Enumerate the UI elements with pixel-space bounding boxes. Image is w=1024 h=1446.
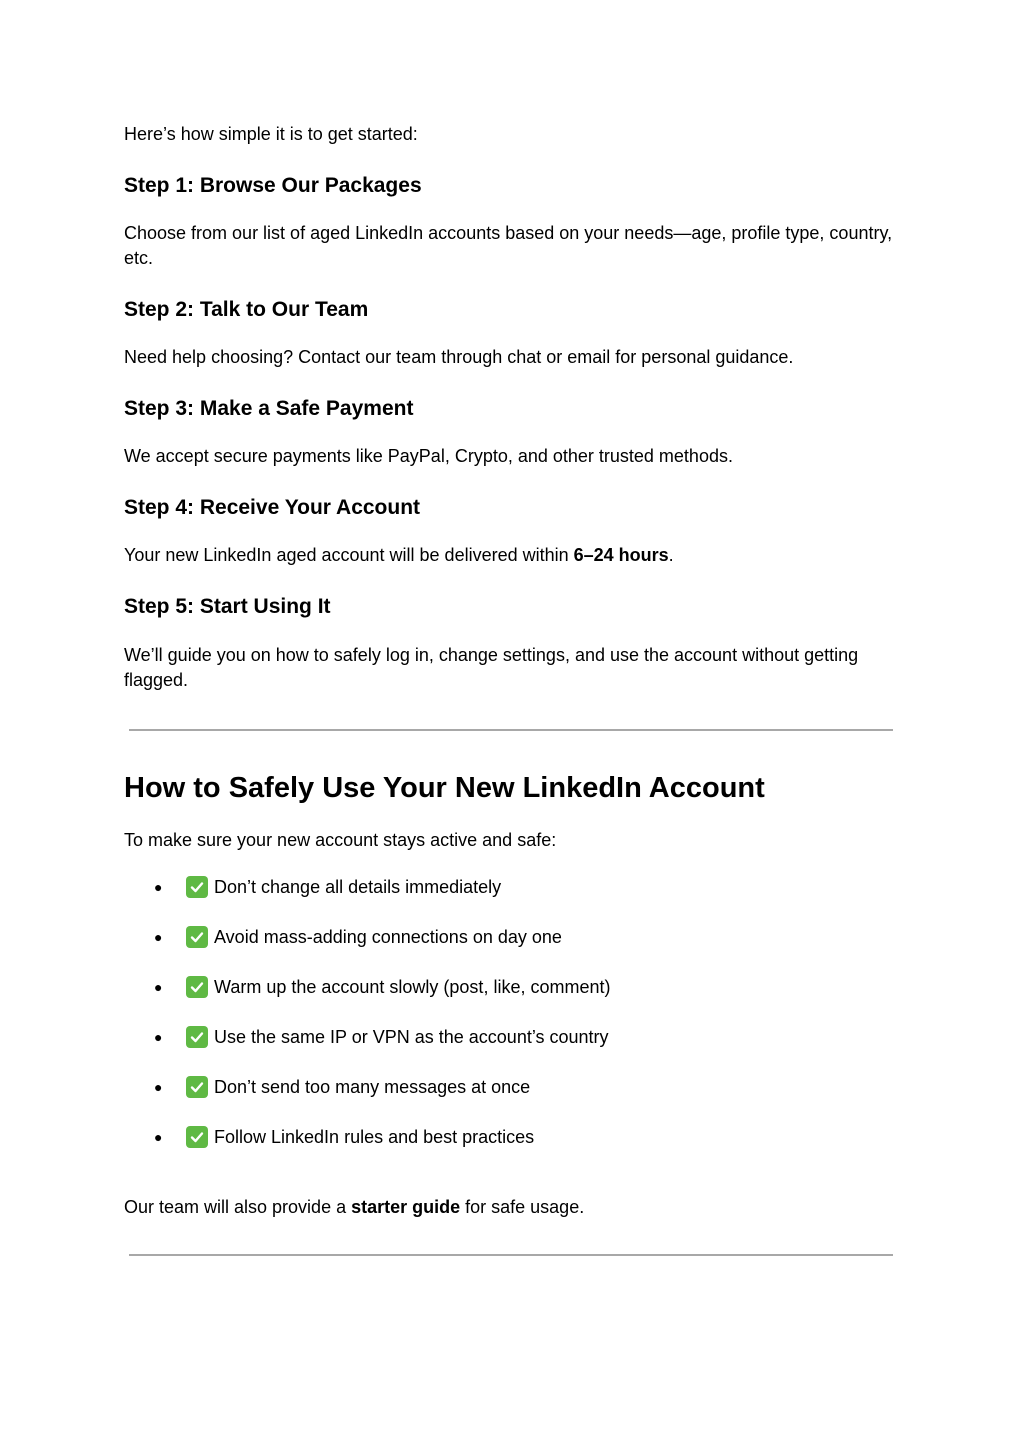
list-item-text: Use the same IP or VPN as the account’s country: [214, 1027, 609, 1047]
step-2-heading: Step 2: Talk to Our Team: [124, 298, 369, 321]
step-1-heading: Step 1: Browse Our Packages: [124, 174, 422, 197]
closing-text-start: Our team will also provide a: [124, 1197, 352, 1217]
check-mark-icon: [186, 976, 208, 998]
closing-text-end: for safe usage.: [460, 1197, 585, 1217]
step-4-heading: Step 4: Receive Your Account: [124, 496, 421, 519]
section-divider: [129, 729, 893, 731]
step-3-heading: Step 3: Make a Safe Payment: [124, 397, 414, 420]
step-4-body-end: .: [668, 545, 674, 565]
bullet-icon: ●: [154, 879, 163, 895]
list-item-text: Don’t send too many messages at once: [214, 1077, 531, 1097]
step-2-body: Need help choosing? Contact our team through chat or email for personal guidance.: [124, 347, 794, 367]
bullet-icon: ●: [154, 979, 163, 995]
bullet-icon: ●: [154, 1129, 163, 1145]
safety-intro: To make sure your new account stays active and safe:: [124, 830, 557, 850]
starter-guide-emphasis: starter guide: [351, 1197, 461, 1217]
bullet-icon: ●: [154, 1079, 163, 1095]
closing-text: [124, 1195, 584, 1220]
list-item-text: Avoid mass-adding connections on day one: [214, 927, 562, 947]
check-mark-icon: [186, 1026, 208, 1048]
step-5-body: We’ll guide you on how to safely log in, change settings, and use the account without getting flagged.: [124, 645, 859, 690]
safety-section-title: How to Safely Use Your New LinkedIn Account: [124, 772, 765, 804]
step-1-body: Choose from our list of aged LinkedIn accounts based on your needs—age, profile type, country, etc.: [124, 223, 893, 268]
bullet-icon: ●: [154, 1029, 163, 1045]
bottom-divider: [129, 1254, 893, 1256]
step-4-body-text: Your new LinkedIn aged account will be delivered within: [124, 545, 574, 565]
check-mark-icon: [186, 1076, 208, 1098]
check-mark-icon: [186, 926, 208, 948]
list-item-text: Warm up the account slowly (post, like, comment): [214, 977, 611, 997]
step-4-body: [124, 543, 674, 568]
check-mark-icon: [186, 876, 208, 898]
step-3-body: We accept secure payments like PayPal, Crypto, and other trusted methods.: [124, 446, 733, 466]
intro-text: Here’s how simple it is to get started:: [124, 124, 418, 144]
list-item-text: Don’t change all details immediately: [214, 877, 502, 897]
delivery-time: 6–24 hours: [573, 545, 669, 565]
list-item-text: Follow LinkedIn rules and best practices: [214, 1127, 535, 1147]
bullet-icon: ●: [154, 929, 163, 945]
check-mark-icon: [186, 1126, 208, 1148]
step-5-heading: Step 5: Start Using It: [124, 595, 331, 618]
